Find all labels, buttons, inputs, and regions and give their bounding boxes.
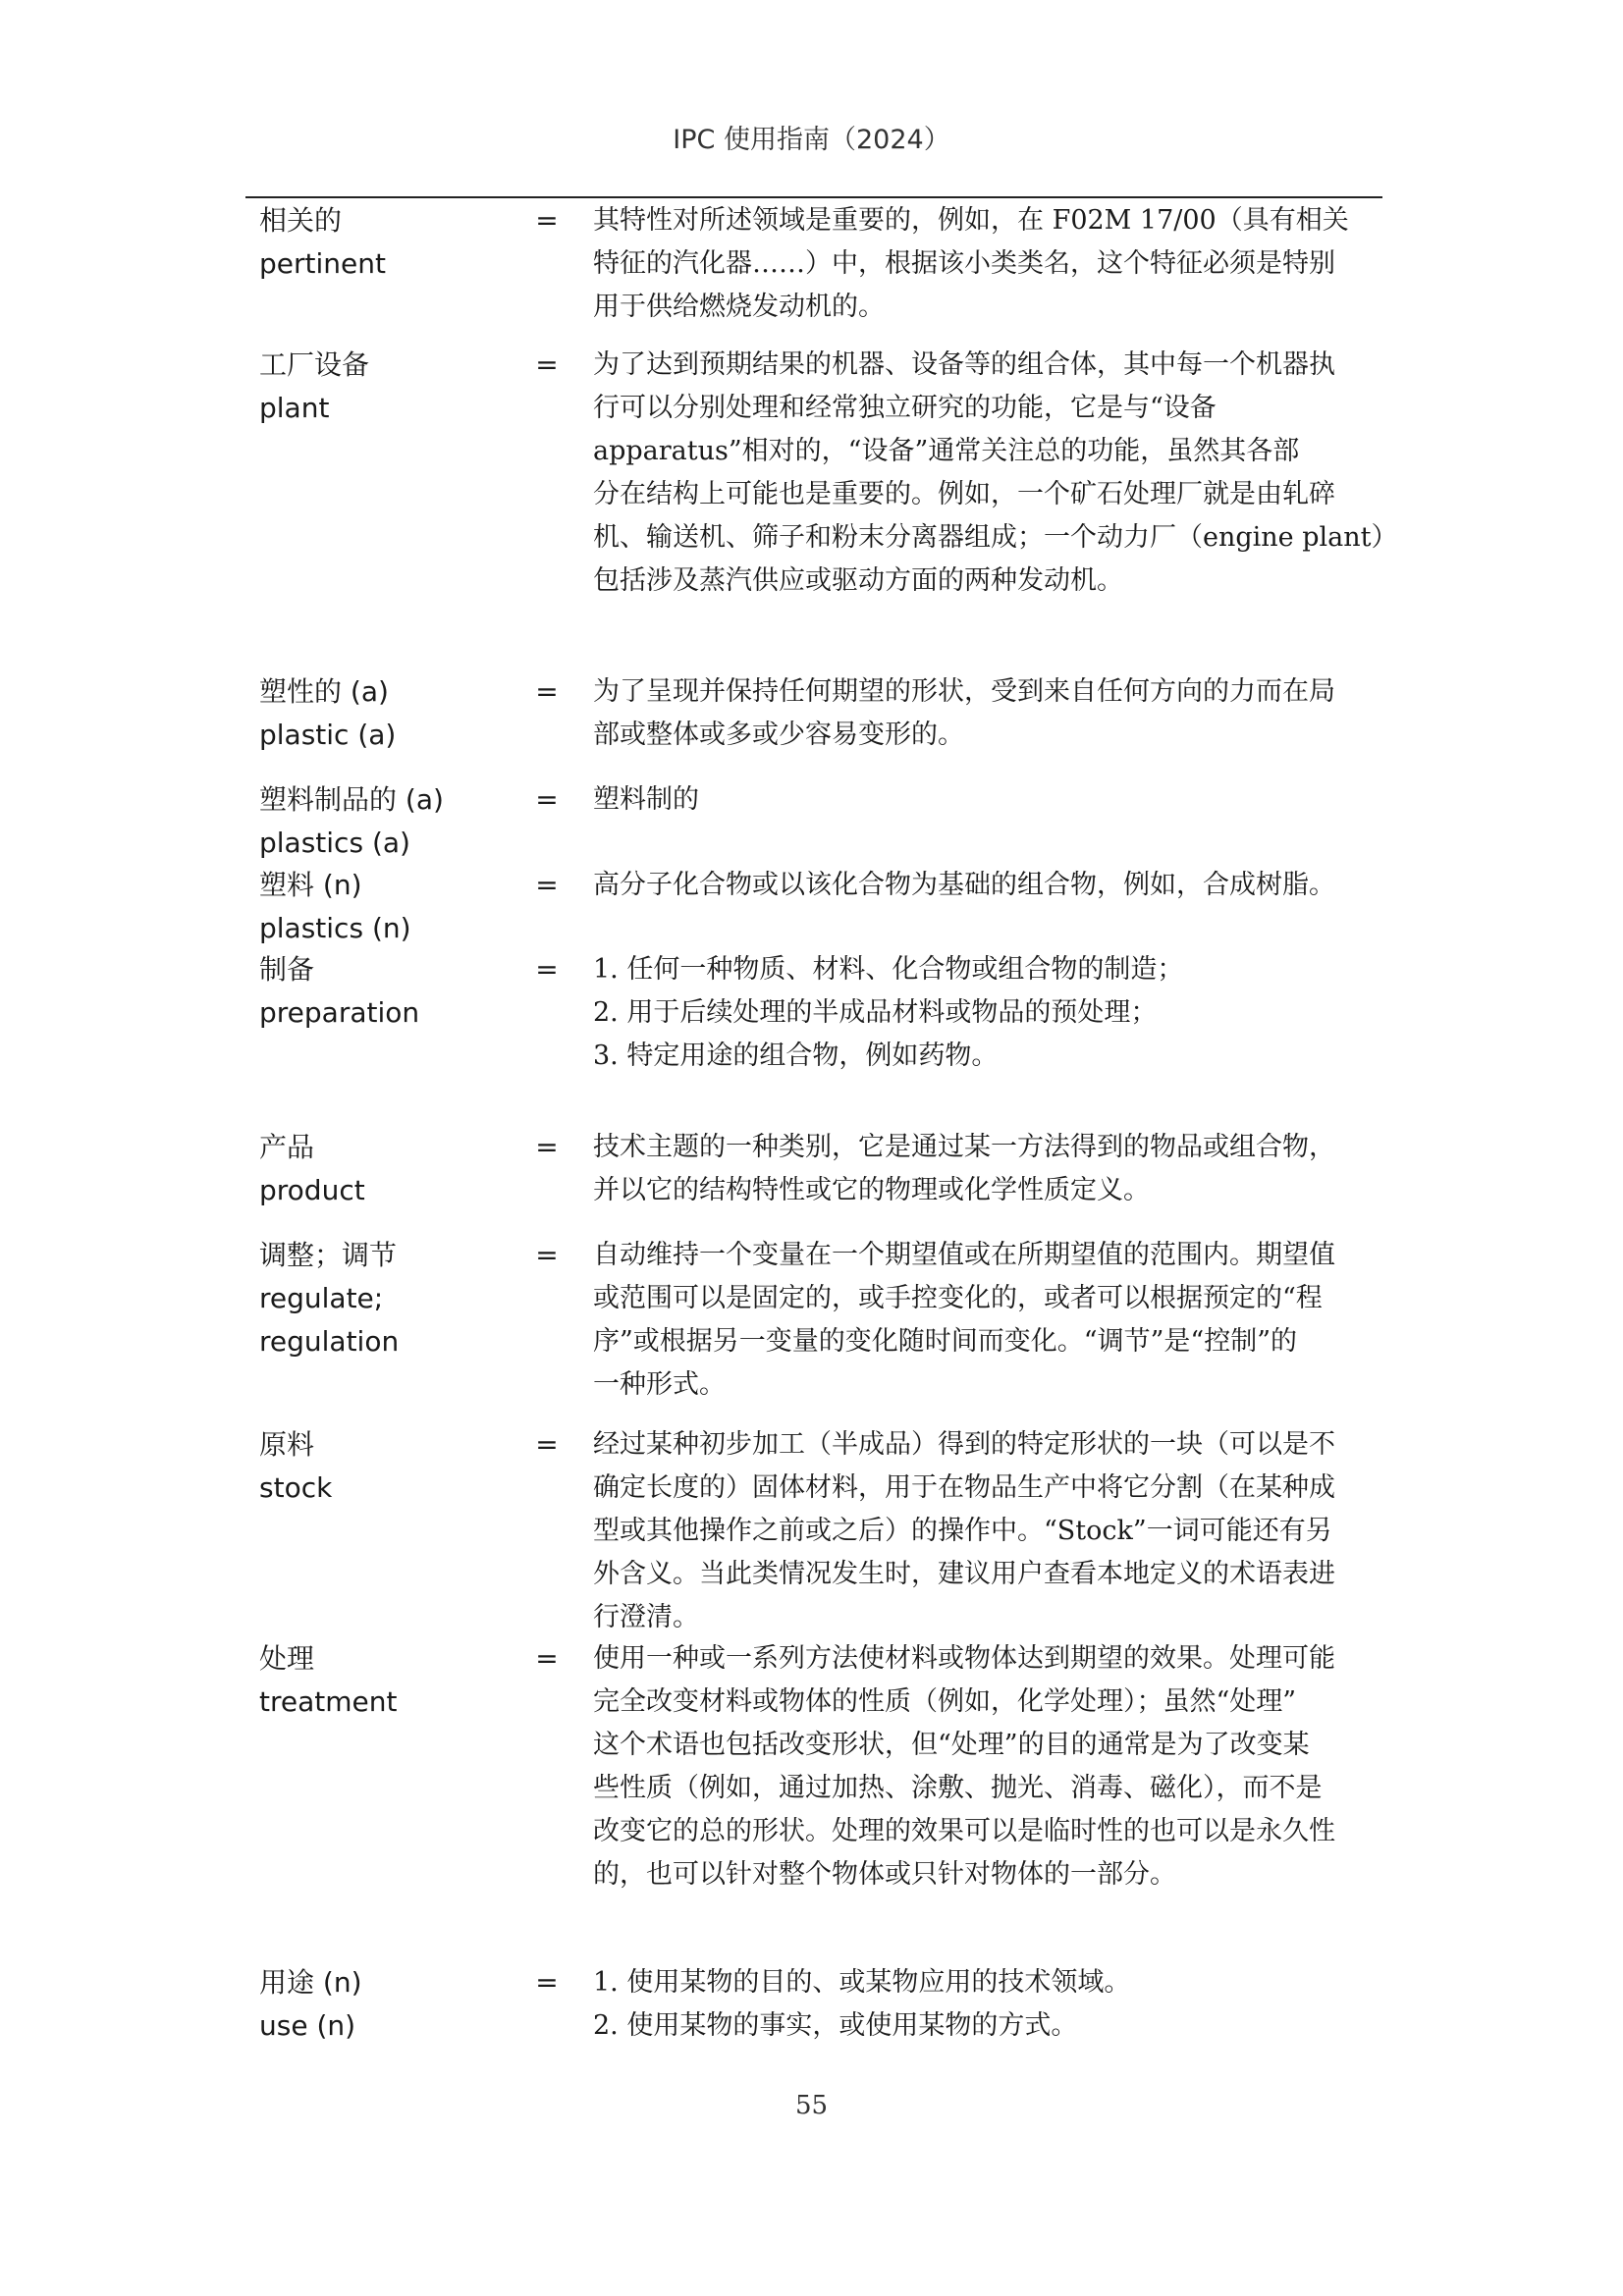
term-en: use (n) — [259, 2009, 356, 2042]
term-zh: 原料 — [259, 1428, 315, 1461]
term-en: regulate; — [259, 1282, 384, 1314]
definition-line: 特征的汽化器……）中，根据该小类类名，这个特征必须是特别 — [593, 248, 1335, 279]
term-zh: 塑性的 (a) — [259, 675, 389, 708]
term-zh: 工厂设备 — [259, 348, 370, 381]
definition-line: 高分子化合物或以该化合物为基础的组合物，例如，合成树脂。 — [593, 870, 1335, 900]
definition-line: 并以它的结构特性或它的物理或化学性质定义。 — [593, 1175, 1150, 1205]
equals-sign: = — [535, 1131, 559, 1163]
definition-line: 使用一种或一系列方法使材料或物体达到期望的效果。处理可能 — [593, 1643, 1335, 1674]
term-zh: 相关的 — [259, 204, 343, 237]
definition-line: 确定长度的）固体材料，用于在物品生产中将它分割（在某种成 — [593, 1472, 1335, 1503]
entry-term — [259, 778, 544, 865]
definition-line: 的，也可以针对整个物体或只针对物体的一部分。 — [593, 1859, 1176, 1890]
entry-term — [259, 344, 544, 430]
entry-term — [259, 1234, 544, 1363]
definition-line: 些性质（例如，通过加热、涂敷、抛光、消毒、磁化），而不是 — [593, 1773, 1323, 1803]
term-en: plant — [259, 392, 330, 424]
entry-term — [259, 864, 544, 950]
entry-definition — [593, 1637, 1388, 1896]
equals-sign: = — [535, 953, 559, 986]
definition-line: 1. 任何一种物质、材料、化合物或组合物的制造； — [593, 954, 1184, 985]
entry-definition — [593, 1423, 1388, 1639]
entry-term — [259, 199, 544, 286]
definition-line: 包括涉及蒸汽供应或驱动方面的两种发动机。 — [593, 565, 1123, 596]
definition-line: 序”或根据另一变量的变化随时间而变化。“调节”是“控制”的 — [593, 1326, 1298, 1357]
term-en: treatment — [259, 1685, 398, 1718]
definition-line: 一种形式。 — [593, 1369, 726, 1400]
term-en: preparation — [259, 996, 420, 1029]
entry-definition — [593, 1234, 1388, 1407]
term-en: pertinent — [259, 247, 386, 280]
definition-line: 塑料制的 — [593, 784, 699, 815]
equals-sign: = — [535, 1642, 559, 1675]
entry-definition — [593, 344, 1398, 603]
term-en: plastics (a) — [259, 827, 410, 859]
equals-sign: = — [535, 1428, 559, 1461]
term-zh: 处理 — [259, 1642, 315, 1675]
definition-line: 2. 使用某物的事实，或使用某物的方式。 — [593, 2010, 1078, 2041]
entry-definition — [593, 864, 1388, 907]
definition-line: 部或整体或多或少容易变形的。 — [593, 720, 964, 750]
page-number: 55 — [794, 2091, 829, 2120]
term-zh: 产品 — [259, 1131, 315, 1163]
equals-sign: = — [535, 348, 559, 381]
definition-line: 3. 特定用途的组合物，例如药物。 — [593, 1041, 999, 1071]
entry-term — [259, 670, 544, 757]
definition-line: 行可以分别处理和经常独立研究的功能，它是与“设备 — [593, 393, 1217, 423]
term-en: stock — [259, 1471, 333, 1504]
equals-sign: = — [535, 204, 559, 237]
definition-line: 行澄清。 — [593, 1602, 699, 1632]
equals-sign: = — [535, 1239, 559, 1271]
term-zh: 调整；调节 — [259, 1239, 398, 1271]
definition-line: 或范围可以是固定的，或手控变化的，或者可以根据预定的“程 — [593, 1283, 1323, 1313]
definition-line: 完全改变材料或物体的性质（例如，化学处理）；虽然“处理” — [593, 1686, 1297, 1717]
entry-definition — [593, 199, 1388, 329]
definition-line: 经过某种初步加工（半成品）得到的特定形状的一块（可以是不 — [593, 1429, 1335, 1460]
entry-term — [259, 1423, 544, 1510]
term-zh: 塑料 (n) — [259, 869, 362, 901]
definition-line: 技术主题的一种类别，它是通过某一方法得到的物品或组合物， — [593, 1132, 1335, 1162]
term-en: plastic (a) — [259, 719, 397, 751]
entry-definition — [593, 1961, 1388, 2048]
entry-definition — [593, 1126, 1388, 1212]
definition-line: 为了达到预期结果的机器、设备等的组合体，其中每一个机器执 — [593, 349, 1335, 380]
term-en: product — [259, 1174, 365, 1206]
definition-line: 用于供给燃烧发动机的。 — [593, 292, 885, 322]
definition-line: 自动维持一个变量在一个期望值或在所期望值的范围内。期望值 — [593, 1240, 1335, 1270]
header-rule — [245, 196, 1382, 198]
definition-line: 机、输送机、筛子和粉末分离器组成；一个动力厂（engine plant） — [593, 522, 1398, 553]
equals-sign: = — [535, 1966, 559, 1999]
definition-line: 2. 用于后续处理的半成品材料或物品的预处理； — [593, 997, 1158, 1028]
entry-definition — [593, 778, 1388, 822]
term-zh: 用途 (n) — [259, 1966, 362, 1999]
entry-term — [259, 1126, 544, 1212]
definition-line: 型或其他操作之前或之后）的操作中。“Stock”一词可能还有另 — [593, 1516, 1332, 1546]
term-en-2: regulation — [259, 1325, 400, 1358]
entry-term — [259, 1637, 544, 1724]
definition-line: 这个术语也包括改变形状，但“处理”的目的通常是为了改变某 — [593, 1730, 1310, 1760]
equals-sign: = — [535, 869, 559, 901]
entry-term — [259, 1961, 544, 2048]
entry-definition — [593, 948, 1388, 1078]
term-en: plastics (n) — [259, 912, 411, 944]
definition-line: 外含义。当此类情况发生时，建议用户查看本地定义的术语表进 — [593, 1559, 1335, 1589]
definition-line: 为了呈现并保持任何期望的形状，受到来自任何方向的力而在局 — [593, 676, 1335, 707]
definition-line: 改变它的总的形状。处理的效果可以是临时性的也可以是永久性 — [593, 1816, 1335, 1846]
term-zh: 制备 — [259, 953, 315, 986]
page-header: IPC 使用指南（2024） — [673, 125, 950, 155]
definition-line: apparatus”相对的，“设备”通常关注总的功能，虽然其各部 — [593, 436, 1300, 466]
term-zh: 塑料制品的 (a) — [259, 783, 444, 816]
definition-line: 其特性对所述领域是重要的，例如，在 F02M 17/00（具有相关 — [593, 205, 1349, 236]
entry-term — [259, 948, 544, 1035]
entry-definition — [593, 670, 1388, 757]
definition-line: 分在结构上可能也是重要的。例如，一个矿石处理厂就是由轧碎 — [593, 479, 1335, 509]
definition-line: 1. 使用某物的目的、或某物应用的技术领域。 — [593, 1967, 1131, 1998]
equals-sign: = — [535, 675, 559, 708]
equals-sign: = — [535, 783, 559, 816]
